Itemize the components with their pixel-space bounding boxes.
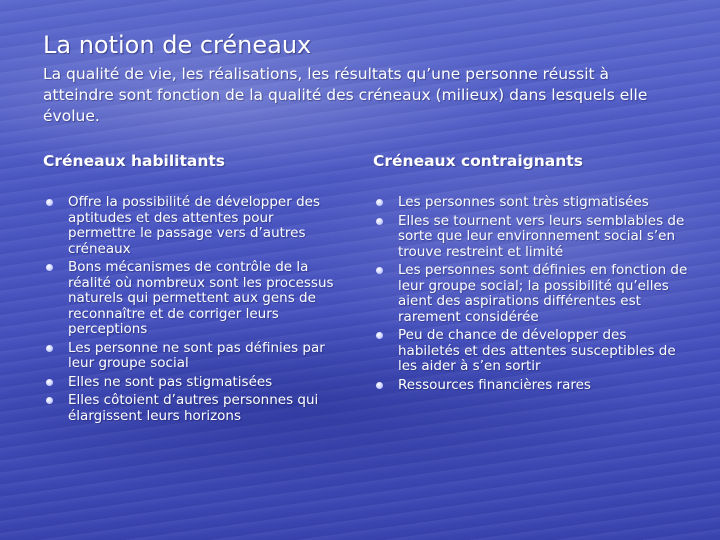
bullet-dot-icon — [376, 267, 383, 274]
list-item-text: Peu de chance de développer des habiletés et des attentes susceptibles de les aider à s’en sortir — [398, 327, 676, 374]
bullet-dot-icon — [376, 382, 383, 389]
bullet-dot-icon — [46, 264, 53, 271]
list-item — [43, 195, 343, 257]
list-item-text: Elles se tournent vers leurs semblables de sorte que leur environnement social s’en trouve restreint et limité — [398, 212, 685, 260]
bullet-dot-icon — [46, 199, 53, 206]
list-item-text: Les personne ne sont pas définies par leur groupe social — [68, 339, 325, 371]
list-item — [373, 195, 688, 211]
slide-title: La notion de créneaux — [43, 31, 312, 59]
bullet-dot-icon — [376, 332, 383, 339]
right-column-heading: Créneaux contraignants — [373, 152, 583, 170]
list-item — [373, 378, 688, 394]
list-item-text: Offre la possibilité de développer des aptitudes et des attentes pour permettre le passage vers d’autres créneaux — [68, 194, 320, 257]
list-item — [373, 263, 688, 325]
bullet-dot-icon — [46, 397, 53, 404]
right-bullet-list — [373, 195, 688, 396]
left-bullet-list — [43, 195, 343, 427]
list-item — [373, 328, 688, 375]
list-item — [43, 260, 343, 338]
bullet-dot-icon — [376, 218, 383, 225]
bullet-dot-icon — [46, 345, 53, 352]
list-item-text: Elles ne sont pas stigmatisées — [68, 373, 273, 390]
list-item-text: Les personnes sont définies en fonction de leur groupe social; la possibilité qu’elles aient des aspirations différentes est rarement considérée — [398, 262, 688, 325]
list-item-text: Ressources financières rares — [398, 376, 591, 393]
bullet-dot-icon — [46, 379, 53, 386]
list-item — [43, 341, 343, 372]
bullet-dot-icon — [376, 199, 383, 206]
list-item-text: Elles côtoient d’autres personnes qui élargissent leurs horizons — [68, 392, 319, 424]
list-item — [43, 393, 343, 424]
slide-subtitle: La qualité de vie, les réalisations, les résultats qu’une personne réussit à atteindre sont fonction de la qualité des créneaux (milieux) dans lesquels elle évolue. — [43, 65, 648, 125]
list-item — [373, 214, 688, 261]
list-item — [43, 375, 343, 391]
left-column-heading: Créneaux habilitants — [43, 152, 226, 170]
list-item-text: Bons mécanismes de contrôle de la réalité où nombreux sont les processus naturels qui permettent aux gens de reconnaître et de corriger leurs perceptions — [68, 259, 334, 337]
list-item-text: Les personnes sont très stigmatisées — [398, 194, 649, 210]
